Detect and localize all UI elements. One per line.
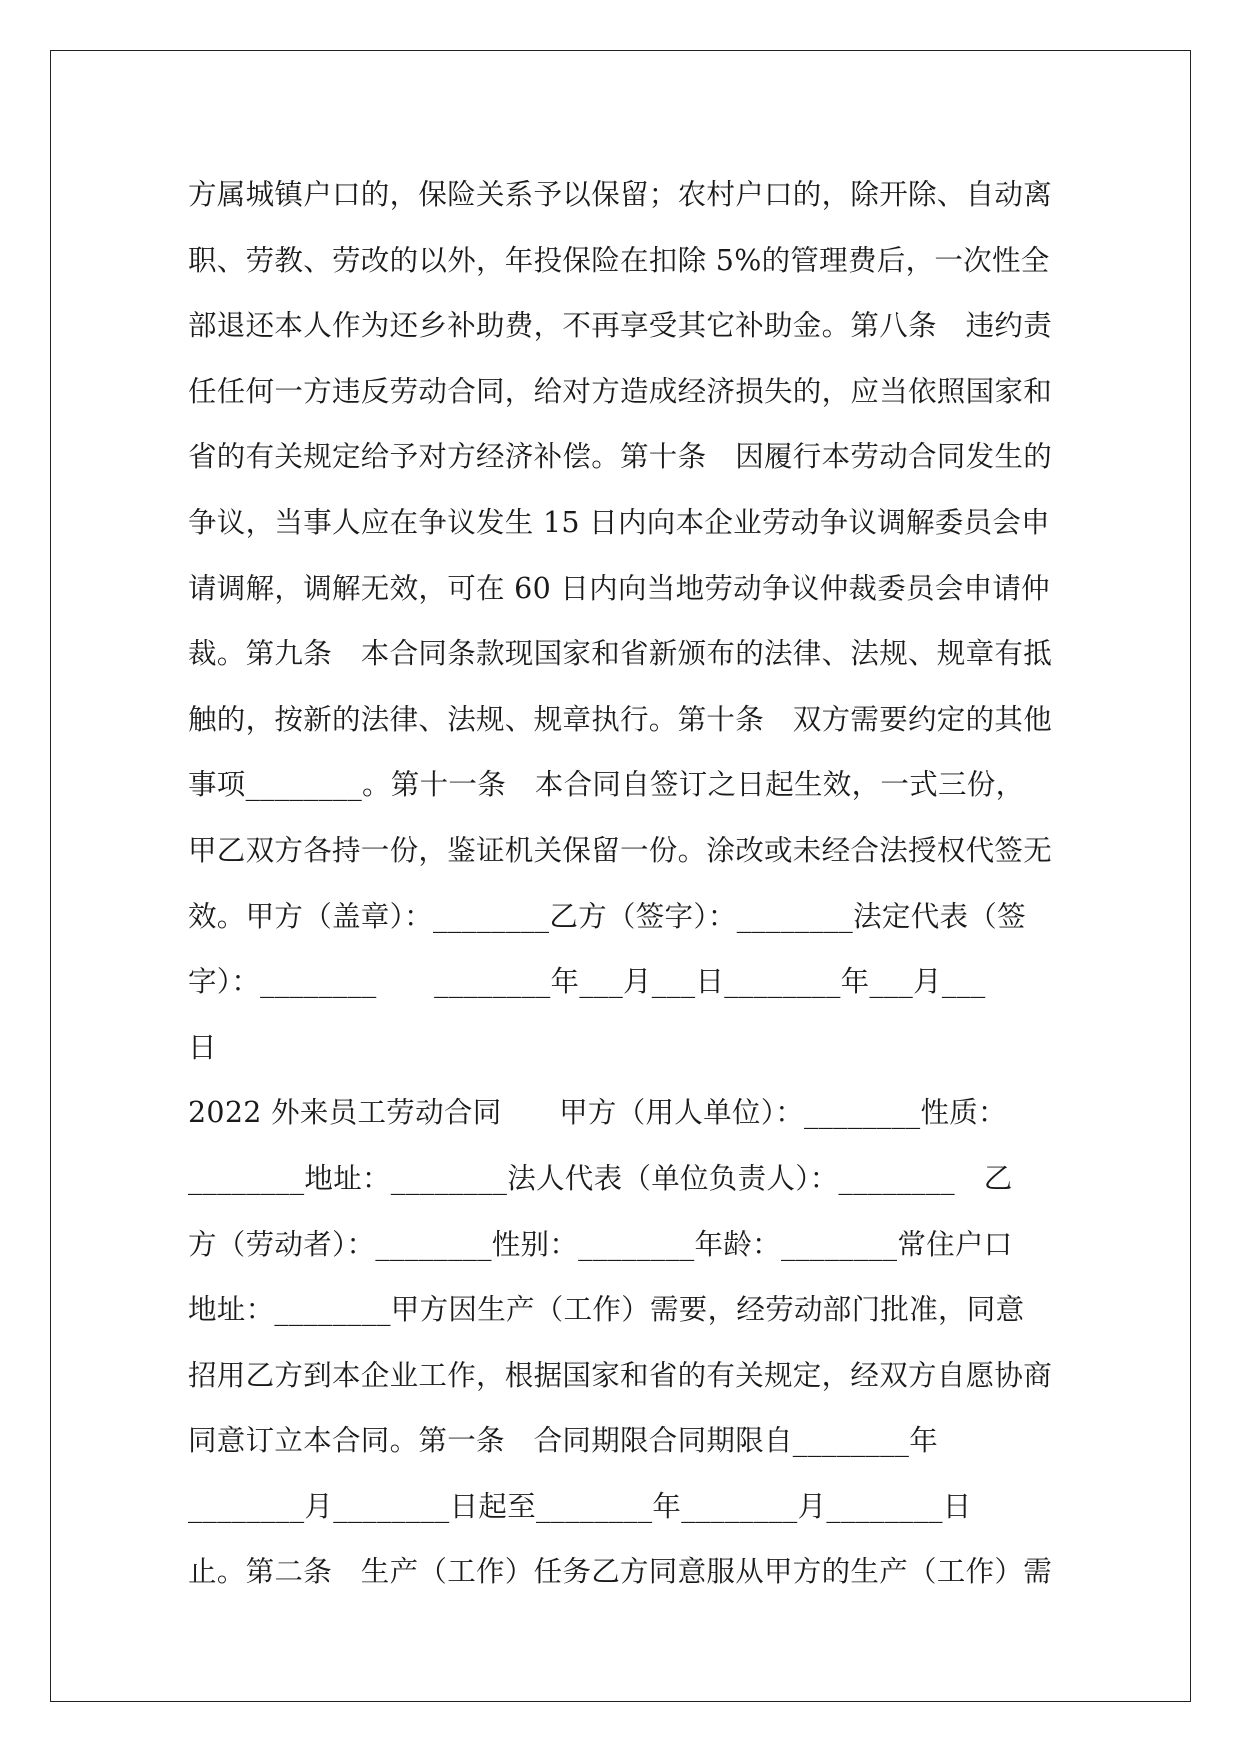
- text-line: 请调解，调解无效，可在 60 日内向当地劳动争议仲裁委员会申请仲: [188, 571, 1050, 605]
- text-line: 甲乙双方各持一份，鉴证机关保留一份。涂改或未经合法授权代签无: [188, 833, 1053, 867]
- text-line: 部退还本人作为还乡补助费，不再享受其它补助金。第八条 违约责: [188, 309, 1053, 343]
- text-line: 争议，当事人应在争议发生 15 日内向本企业劳动争议调解委员会申: [188, 505, 1050, 539]
- text-line: 招用乙方到本企业工作，根据国家和省的有关规定，经双方自愿协商: [188, 1358, 1053, 1392]
- text-line: 日: [188, 1030, 217, 1064]
- contract-title-line: 2022 外来员工劳动合同 甲方（用人单位）：________性质：: [188, 1096, 1007, 1130]
- text-line: ________地址：________法人代表（单位负责人）：________ 乙: [188, 1161, 1013, 1195]
- text-line: 裁。第九条 本合同条款现国家和省新颁布的法律、法规、规章有抵: [188, 637, 1053, 671]
- text-line: 触的，按新的法律、法规、规章执行。第十条 双方需要约定的其他: [188, 702, 1053, 736]
- text-line: 任任何一方违反劳动合同，给对方造成经济损失的，应当依照国家和: [188, 374, 1053, 408]
- text-line: 事项________。第十一条 本合同自签订之日起生效，一式三份，: [188, 768, 1025, 802]
- text-line: 职、劳教、劳改的以外，年投保险在扣除 5%的管理费后，一次性全: [188, 243, 1050, 277]
- text-line: 效。甲方（盖章）：________乙方（签字）：________法定代表（签: [188, 899, 1026, 933]
- text-line: 同意订立本合同。第一条 合同期限合同期限自________年: [188, 1424, 939, 1458]
- text-line: 地址：________甲方因生产（工作）需要，经劳动部门批准，同意: [188, 1293, 1025, 1327]
- text-line: 省的有关规定给予对方经济补偿。第十条 因履行本劳动合同发生的: [188, 440, 1053, 474]
- contract-text: [188, 162, 1054, 1605]
- text-line: 止。第二条 生产（工作）任务乙方同意服从甲方的生产（工作）需: [188, 1555, 1053, 1589]
- text-line: ________月________日起至________年________月________日: [188, 1489, 972, 1523]
- text-line: 字）：________ ________年___月___日________年___月___: [188, 965, 986, 999]
- text-line: 方（劳动者）：________性别：________年龄：________常住户口: [188, 1227, 1013, 1261]
- text-line: 方属城镇户口的，保险关系予以保留；农村户口的，除开除、自动离: [188, 178, 1053, 211]
